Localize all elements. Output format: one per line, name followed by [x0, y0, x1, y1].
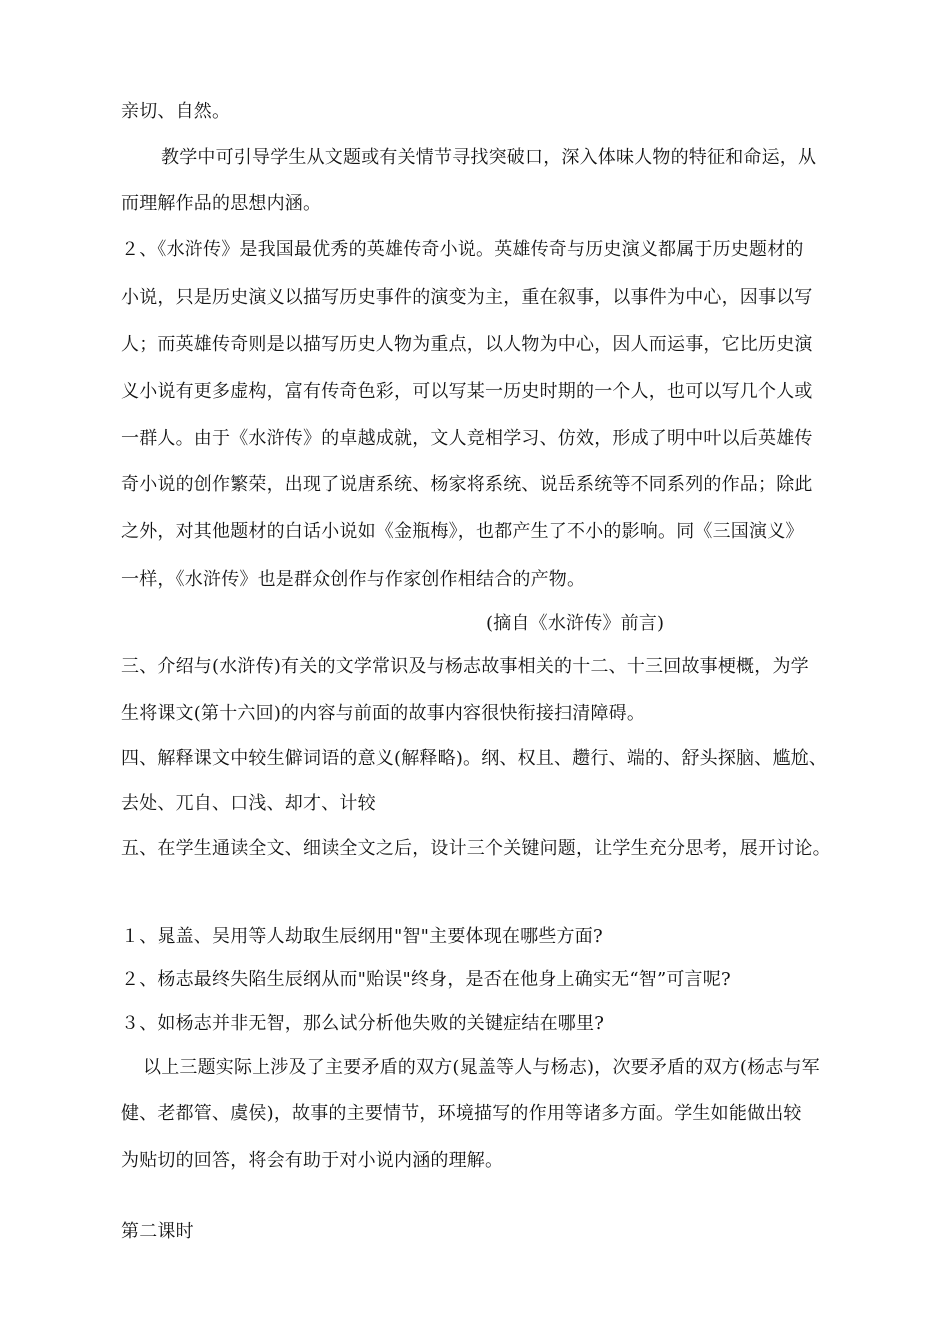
paragraph-line: 四、解释课文中较生僻词语的意义(解释略)。纲、权且、趱行、端的、舒头探脑、尴尬、 [121, 748, 828, 769]
question-item: １、晁盖、吴用等人劫取生辰纲用"智"主要体现在哪些方面? [121, 926, 603, 947]
paragraph-line: 而理解作品的思想内涵。 [121, 193, 322, 214]
paragraph-line: 义小说有更多虚构，富有传奇色彩，可以写某一历史时期的一个人，也可以写几个人或 [121, 381, 813, 402]
paragraph-line: 一样，《水浒传》也是群众创作与作家创作相结合的产物。 [121, 569, 586, 590]
question-item: ３、如杨志并非无智，那么试分析他失败的关键症结在哪里? [121, 1013, 605, 1034]
source-citation: (摘自《水浒传》前言) [486, 613, 665, 634]
paragraph-line: 为贴切的回答，将会有助于对小说内涵的理解。 [121, 1150, 504, 1171]
section-heading: 第二课时 [121, 1221, 194, 1242]
paragraph-line: 人；而英雄传奇则是以描写历史人物为重点，以人物为中心，因人而运事，它比历史演 [121, 334, 813, 355]
paragraph-line: 一群人。由于《水浒传》的卓越成就，文人竞相学习、仿效，形成了明中叶以后英雄传 [121, 428, 813, 449]
paragraph-line: 小说，只是历史演义以描写历史事件的演变为主，重在叙事，以事件为中心，因事以写 [121, 287, 813, 308]
paragraph-line: 奇小说的创作繁荣，出现了说唐系统、杨家将系统、说岳系统等不同系列的作品；除此 [121, 474, 813, 495]
paragraph-line: 三、介绍与(水浒传)有关的文学常识及与杨志故事相关的十二、十三回故事梗概，为学 [121, 656, 809, 677]
paragraph-line: 亲切、自然。 [121, 101, 231, 122]
paragraph-line: 五、在学生通读全文、细读全文之后，设计三个关键问题，让学生充分思考，展开讨论。 [121, 838, 831, 859]
paragraph-line: 健、老都管、虞侯)，故事的主要情节，环境描写的作用等诸多方面。学生如能做出较 [121, 1103, 802, 1124]
paragraph-line: ２、《水浒传》是我国最优秀的英雄传奇小说。英雄传奇与历史演义都属于历史题材的 [121, 239, 804, 260]
question-item: ２、杨志最终失陷生辰纲从而"贻误"终身，是否在他身上确实无“智”可言呢? [121, 969, 731, 990]
paragraph-line: 去处、兀自、口浅、却才、计较 [121, 793, 376, 814]
paragraph-line: 教学中可引导学生从文题或有关情节寻找突破口，深入体味人物的特征和命运，从 [161, 147, 817, 168]
paragraph-line: 生将课文(第十六回)的内容与前面的故事内容很快衔接扫清障碍。 [121, 703, 646, 724]
paragraph-line: 之外，对其他题材的白话小说如《金瓶梅》，也都产生了不小的影响。同《三国演义》 [121, 521, 804, 542]
paragraph-line: 以上三题实际上涉及了主要矛盾的双方(晁盖等人与杨志)，次要矛盾的双方(杨志与军 [143, 1057, 820, 1078]
